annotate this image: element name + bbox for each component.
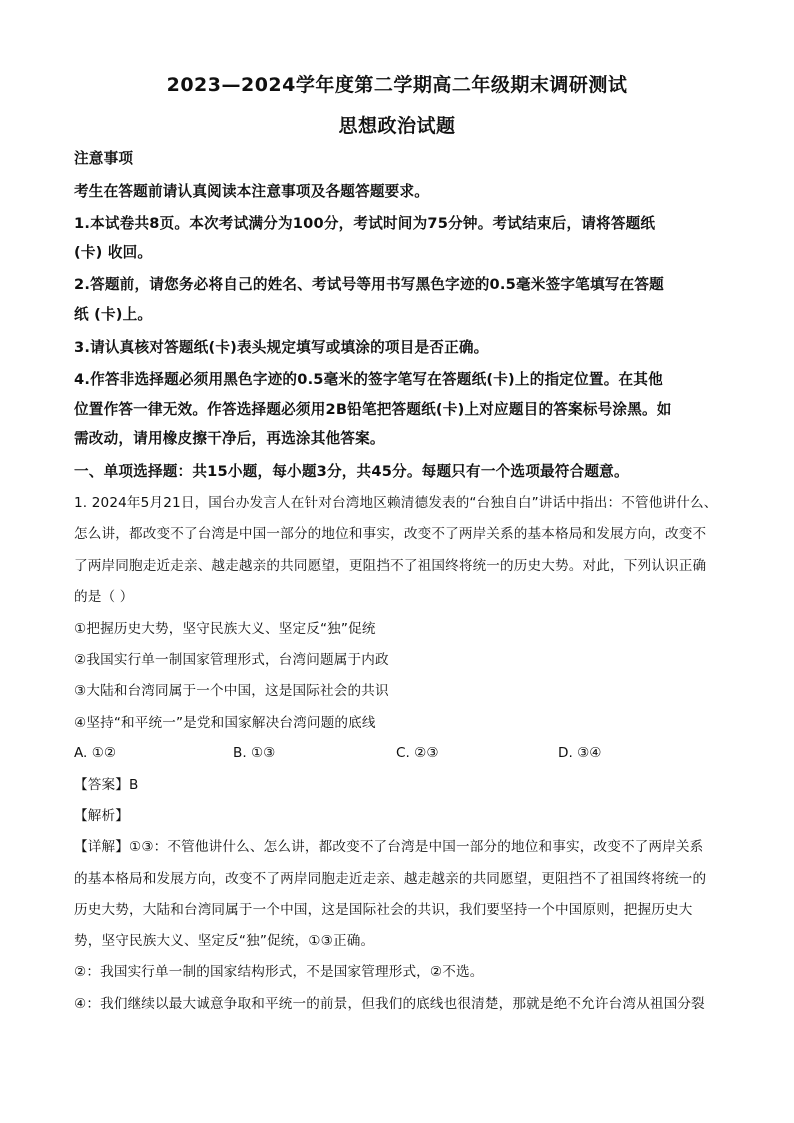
- option-c: C. ②③: [396, 745, 439, 761]
- notice-heading: 注意事项: [74, 150, 134, 167]
- detail-line: [74, 837, 734, 857]
- question-stem-line: 了两岸同胞走近走亲、越走越亲的共同愿望，更阻挡不了祖国终将统一的历史大势。对此，下列认识正确: [74, 558, 707, 574]
- detail-line: 历史大势，大陆和台湾同属于一个中国，这是国际社会的共识，我们要坚持一个中国原则，把握历史大: [74, 902, 693, 918]
- question-stem-line: 怎么讲，都改变不了台湾是中国一部分的地位和事实，改变不了两岸关系的基本格局和发展方向，改变不: [74, 526, 707, 542]
- notice-line: (卡) 收回。: [74, 244, 153, 261]
- option-d: D. ③④: [558, 745, 602, 761]
- statement: ④坚持“和平统一”是党和国家解决台湾问题的底线: [74, 715, 376, 731]
- notice-line: 纸 (卡)上。: [74, 306, 153, 323]
- detail-line: 势，坚守民族大义、坚定反“独”促统，①③正确。: [74, 933, 375, 949]
- detail-tag: 【详解】: [74, 839, 129, 855]
- question-stem-line: 的是（ ）: [74, 589, 134, 605]
- answer-line: [74, 775, 734, 795]
- question-stem-line: 1. 2024年5月21日，国台办发言人在针对台湾地区赖清德发表的“台独自白”讲话中指出：不管他讲什么、: [74, 495, 718, 511]
- section-heading: 一、单项选择题：共15小题，每小题3分，共45分。每题只有一个选项最符合题意。: [74, 463, 629, 480]
- notice-line: 考生在答题前请认真阅读本注意事项及各题答题要求。: [74, 183, 430, 200]
- notice-line: 3.请认真核对答题纸(卡)表头规定填写或填涂的项目是否正确。: [74, 339, 489, 356]
- notice-line: 1.本试卷共8页。本次考试满分为100分，考试时间为75分钟。考试结束后，请将答题纸: [74, 215, 656, 232]
- statement: ②我国实行单一制国家管理形式，台湾问题属于内政: [74, 652, 389, 668]
- option-b: B. ①③: [233, 745, 276, 761]
- answer-tag: 【答案】: [74, 777, 129, 793]
- detail-line: ②：我国实行单一制的国家结构形式，不是国家管理形式，②不选。: [74, 964, 484, 980]
- notice-line: 4.作答非选择题必须用黑色字迹的0.5毫米的签字笔写在答题纸(卡)上的指定位置。在其他: [74, 371, 663, 388]
- option-a: A. ①②: [74, 745, 117, 761]
- detail-line: 的基本格局和发展方向，改变不了两岸同胞走近走亲、越走越亲的共同愿望，更阻挡不了祖国终将统一的: [74, 871, 707, 887]
- answer-value: B: [128, 777, 139, 793]
- statement: ③大陆和台湾同属于一个中国，这是国际社会的共识: [74, 683, 389, 699]
- notice-line: 2.答题前，请您务必将自己的姓名、考试号等用书写黑色字迹的0.5毫米签字笔填写在答题: [74, 276, 664, 293]
- notice-line: 需改动，请用橡皮擦干净后，再选涂其他答案。: [74, 430, 385, 447]
- detail-line: ④：我们继续以最大诚意争取和平统一的前景，但我们的底线也很清楚，那就是绝不允许台湾从祖国分裂: [74, 996, 705, 1012]
- exam-subtitle: 思想政治试题: [338, 115, 456, 137]
- statement: ①把握历史大势，坚守民族大义、坚定反“独”促统: [74, 621, 376, 637]
- detail-text: ①③：不管他讲什么、怎么讲，都改变不了台湾是中国一部分的地位和事实，改变不了两岸关系: [128, 839, 704, 855]
- analysis-tag: 【解析】: [74, 808, 129, 824]
- notice-line: 位置作答一律无效。作答选择题必须用2B铅笔把答题纸(卡)上对应题目的答案标号涂黑。如: [74, 401, 672, 418]
- exam-title: 2023—2024学年度第二学期高二年级期末调研测试: [166, 74, 628, 96]
